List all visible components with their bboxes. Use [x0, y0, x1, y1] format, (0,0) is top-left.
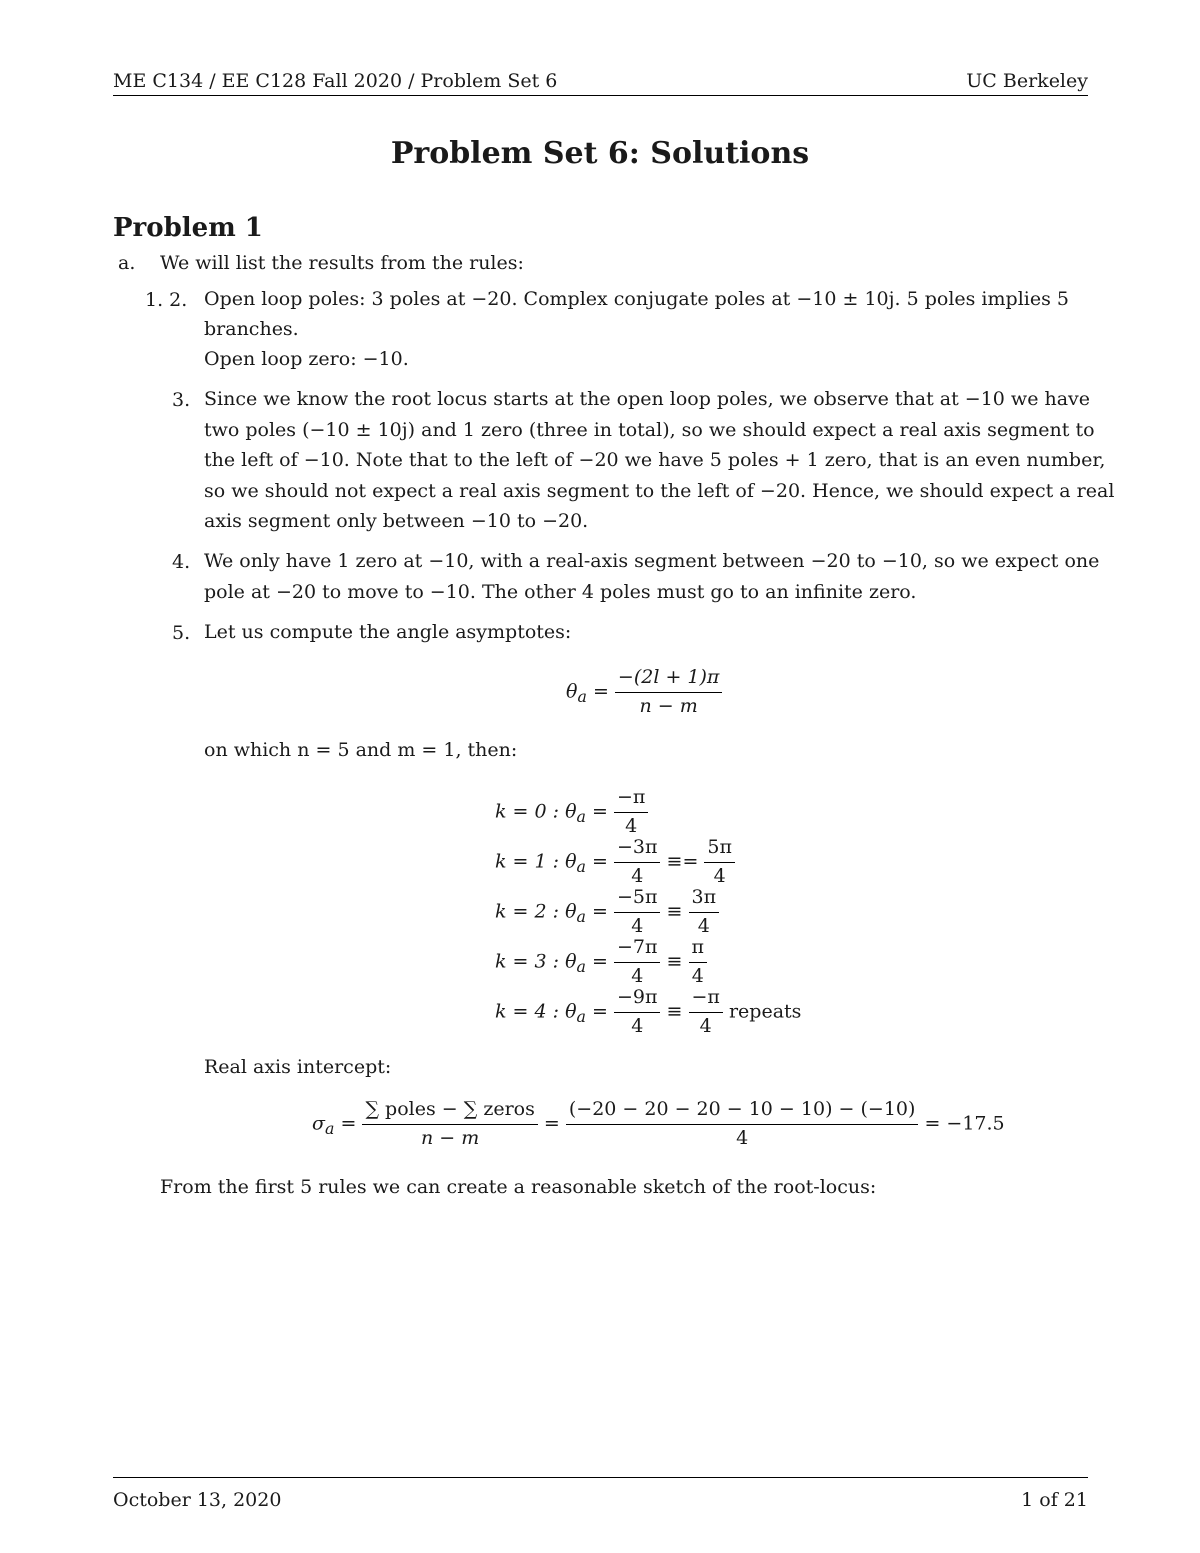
k-row-numerator: −π [614, 786, 648, 813]
sigma-numerator-symbolic: ∑ poles − ∑ zeros [362, 1098, 537, 1125]
on-which-text: on which n = 5 and m = 1, then: [204, 739, 518, 761]
sigma-denominator-symbolic: n − m [421, 1126, 480, 1149]
header-rule [113, 95, 1088, 96]
item-3-marker: 3. [172, 389, 191, 411]
part-a-intro: We will list the results from the rules: [160, 252, 524, 274]
running-header-course: ME C134 / EE C128 Fall 2020 / Problem Set 6 [113, 70, 558, 92]
k-row-label: k = 3 : θ [495, 950, 577, 973]
item-3-line-4: so we should not expect a real axis segment to the left of −20. Hence, we should expect a real [204, 480, 1115, 502]
item-5-line: Let us compute the angle asymptotes: [204, 621, 572, 643]
k-row-tail: repeats [728, 1000, 802, 1023]
k-row-denominator: 4 [631, 1014, 644, 1037]
item-3-line-3: the left of −10. Note that to the left of −20 we have 5 poles + 1 zero, that is an even number, [204, 449, 1106, 471]
k-row-denominator: 4 [631, 914, 644, 937]
sigma-numerator-numeric: (−20 − 20 − 20 − 10 − 10) − (−10) [566, 1098, 919, 1125]
k-row-0: k = 0 : $\theta_a$ = $\frac{-\pi}{4}$ [495, 786, 648, 839]
k-row-numerator: −9π [614, 986, 661, 1013]
section-heading: Problem 1 [113, 213, 263, 243]
item-1-2-line-3: Open loop zero: −10. [204, 348, 409, 370]
running-header-institution: UC Berkeley [966, 70, 1088, 92]
item-4-marker: 4. [172, 551, 191, 573]
item-3-line-1: Since we know the root locus starts at the open loop poles, we observe that at −10 we have [204, 388, 1091, 410]
item-1-2-line-2: branches. [204, 318, 299, 340]
k-row-1: k = 1 : $\theta_a$ = $\frac{-3\pi}{4}$ ≡= $\frac{5\pi}{4}$ [495, 836, 735, 889]
k-row-relation: ≡ [666, 950, 683, 973]
k-row-4: k = 4 : $\theta_a$ = $\frac{-9\pi}{4}$ ≡ $\frac{-\pi}{4}$ repeats [495, 986, 802, 1037]
theta-denominator: n − m [639, 694, 698, 717]
closing-text: From the first 5 rules we can create a reasonable sketch of the root-locus: [160, 1176, 877, 1198]
sigma-symbol: σ [312, 1112, 325, 1135]
item-3-line-2: two poles (−10 ± 10j) and 1 zero (three in total), so we should expect a real axis segment to [204, 419, 1095, 441]
k-row-denominator: 4 [631, 864, 644, 887]
real-axis-intercept-label: Real axis intercept: [204, 1056, 392, 1078]
k-row-label: k = 4 : θ [495, 1000, 577, 1023]
k-row-equiv-numerator: π [689, 936, 708, 963]
sigma-denominator-numeric: 4 [736, 1126, 749, 1149]
item-4-line-2: pole at −20 to move to −10. The other 4 poles must go to an infinite zero. [204, 581, 917, 603]
theta-numerator: −(2l + 1)π [615, 666, 723, 693]
item-5-marker: 5. [172, 622, 191, 644]
equation-theta-a: $\theta_a$ = $\frac{-(2l + 1)\pi}{n - m}$ [566, 666, 722, 719]
k-row-equiv-denominator: 4 [713, 864, 726, 887]
equation-sigma-a: $\sigma_a$ = $\frac{\text{∑ poles − ∑ zeros}}{n - m}$ = $\frac{(-20 - 20 - 20 - 10 - 10) - (-10)}{4}$ = −17.5 [312, 1098, 1005, 1149]
k-row-equiv-denominator: 4 [699, 1014, 712, 1037]
k-row-label: k = 2 : θ [495, 900, 577, 923]
k-row-denominator: 4 [625, 814, 638, 837]
k-row-equiv-denominator: 4 [691, 964, 704, 987]
sigma-result: = −17.5 [924, 1112, 1005, 1135]
k-row-equiv-numerator: 5π [704, 836, 735, 863]
page-title: Problem Set 6: Solutions [390, 136, 810, 171]
item-4-line-1: We only have 1 zero at −10, with a real-axis segment between −20 to −10, so we expect one [204, 550, 1100, 572]
k-row-relation: ≡= [666, 850, 699, 873]
theta-fraction [615, 666, 723, 719]
sigma-subscript: a [324, 1119, 335, 1139]
item-3-line-5: axis segment only between −10 to −20. [204, 510, 589, 532]
k-row-relation: ≡ [666, 900, 683, 923]
k-row-numerator: −7π [614, 936, 661, 963]
theta-symbol: θ [566, 680, 578, 703]
k-row-label: k = 0 : θ [495, 800, 577, 823]
k-row-2: k = 2 : $\theta_a$ = $\frac{-5\pi}{4}$ ≡ $\frac{3\pi}{4}$ [495, 886, 719, 939]
k-row-numerator: −3π [614, 836, 661, 863]
k-row-3: k = 3 : $\theta_a$ = $\frac{-7\pi}{4}$ ≡ $\frac{\pi}{4}$ [495, 936, 707, 989]
k-row-equiv-denominator: 4 [697, 914, 710, 937]
item-1-2-line-1: Open loop poles: 3 poles at −20. Complex conjugate poles at −10 ± 10j. 5 poles implies 5 [204, 288, 1069, 310]
part-a-marker: a. [118, 252, 136, 274]
footer-page-number: 1 of 21 [1021, 1489, 1088, 1511]
item-1-2-marker: 1. 2. [145, 289, 188, 311]
k-row-equiv-numerator: 3π [689, 886, 720, 913]
footer-date: October 13, 2020 [113, 1489, 282, 1511]
k-row-denominator: 4 [631, 964, 644, 987]
k-row-relation: ≡ [666, 1000, 683, 1023]
k-row-equiv-numerator: −π [689, 986, 723, 1013]
theta-subscript: a [577, 687, 587, 707]
k-row-numerator: −5π [614, 886, 661, 913]
k-row-label: k = 1 : θ [495, 850, 577, 873]
footer-rule [113, 1477, 1088, 1478]
